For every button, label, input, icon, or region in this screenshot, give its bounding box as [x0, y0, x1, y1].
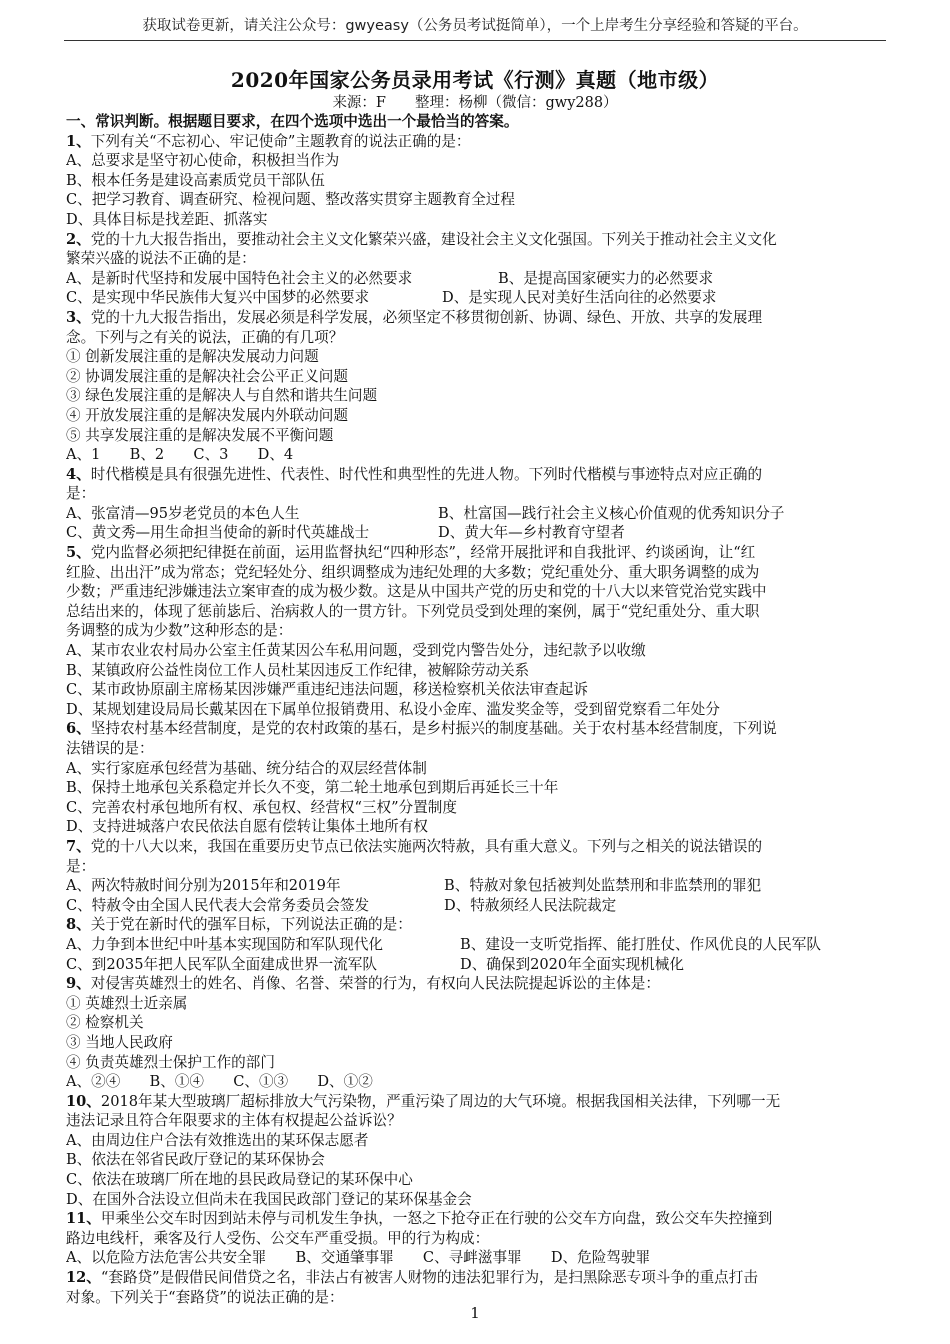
- question-text: 甲乘坐公交车时因到站未停与司机发生争执，一怒之下抢夺正在行驶的公交车方向盘，致公交车失控撞到: [100, 1210, 773, 1228]
- question-text: 违法记录且符合年限要求的主体有权提起公益诉讼？: [66, 1112, 402, 1130]
- option-b: B、某镇政府公益性岗位工作人员杜某因违反工作纪律，被解除劳动关系: [66, 661, 530, 679]
- question-text: 是：: [66, 857, 96, 875]
- question-3-stem: [66, 308, 886, 328]
- option-d: D、具体目标是找差距、抓落实: [66, 210, 268, 228]
- options-row: A、1 B、2 C、3 D、4: [66, 446, 294, 464]
- question-text: 红脸、出出汗”成为常态；党纪轻处分、组织调整成为违纪处理的大多数；党纪重处分、重大职务调整的成为: [66, 563, 760, 581]
- option-d: D、确保到2020年全面实现机械化: [460, 955, 684, 973]
- header-divider: [64, 40, 886, 41]
- option-b: B、特赦对象包括被判处监禁刑和非监禁刑的罪犯: [444, 877, 762, 895]
- options-row: [66, 955, 886, 975]
- options-row: A、②④ B、①④ C、①③ D、①②: [66, 1073, 373, 1091]
- option-b: B、杜富国—践行社会主义核心价值观的优秀知识分子: [438, 504, 785, 522]
- question-10-stem: [66, 1092, 886, 1112]
- option-d: D、支持进城落户农民依法自愿有偿转让集体土地所有权: [66, 818, 428, 836]
- option-a: A、实行家庭承包经营为基础、统分结合的双层经营体制: [66, 759, 427, 777]
- question-8-stem: [66, 915, 886, 935]
- option-d: D、某规划建设局局长戴某因在下属单位报销费用、私设小金库、滥发奖金等，受到留党察看二年处分: [66, 700, 720, 718]
- statement-item: ③ 当地人民政府: [66, 1033, 173, 1051]
- statement-item: ② 检察机关: [66, 1014, 144, 1032]
- page-header: 获取试卷更新，请关注公众号：gwyeasy（公务员考试挺简单），一个上岸考生分享经验和答疑的平台。: [142, 18, 808, 34]
- question-text: 党的十九大报告指出，要推动社会主义文化繁荣兴盛，建设社会主义文化强国。下列关于推动社会主义文化: [90, 230, 777, 248]
- question-text: 念。下列与之有关的说法，正确的有几项？: [66, 328, 344, 346]
- option-a: A、两次特赦时间分别为2015年和2019年: [66, 877, 341, 895]
- question-text: 繁荣兴盛的说法不正确的是：: [66, 250, 256, 268]
- question-text: 2018年某大型玻璃厂超标排放大气污染物，严重污染了周边的大气环境。根据我国相关法律，下列哪一无: [100, 1092, 781, 1110]
- question-text: 少数；严重违纪涉嫌违法立案审查的成为极少数。这是从中国共产党的历史和党的十八大以来管党治党实践中: [66, 583, 767, 601]
- option-c: C、是实现中华民族伟大复兴中国梦的必然要求: [66, 289, 370, 307]
- options-row: A、以危险方法危害公共安全罪 B、交通肇事罪 C、寻衅滋事罪 D、危险驾驶罪: [66, 1249, 651, 1267]
- question-text: 路边电线杆，乘客及行人受伤、公交车严重受损。甲的行为构成：: [66, 1229, 490, 1247]
- question-number: 7、: [66, 837, 91, 855]
- question-text: 关于党在新时代的强军目标，下列说法正确的是：: [90, 916, 412, 934]
- statement-item: ④ 负责英雄烈士保护工作的部门: [66, 1053, 275, 1071]
- question-12-stem: [66, 1268, 886, 1288]
- option-a: A、由周边住户合法有效推选出的某环保志愿者: [66, 1131, 369, 1149]
- statement-item: ① 英雄烈士近亲属: [66, 994, 188, 1012]
- options-row: [66, 523, 886, 543]
- question-number: 2、: [66, 230, 91, 248]
- question-text: 对象。下列关于“套路贷”的说法正确的是：: [66, 1288, 344, 1306]
- question-11-stem: [66, 1209, 886, 1229]
- question-text: 对侵害英雄烈士的姓名、肖像、名誉、荣誉的行为，有权向人民法院提起诉讼的主体是：: [90, 975, 660, 993]
- question-6-stem: [66, 719, 886, 739]
- question-number: 9、: [66, 975, 91, 993]
- question-number: 5、: [66, 544, 91, 562]
- option-a: A、是新时代坚持和发展中国特色社会主义的必然要求: [66, 269, 413, 287]
- statement-item: ⑤ 共享发展注重的是解决发展不平衡问题: [66, 426, 334, 444]
- options-row: [66, 269, 886, 289]
- option-c: C、把学习教育、调查研究、检视问题、整改落实贯穿主题教育全过程: [66, 191, 515, 209]
- question-4-stem: [66, 465, 886, 485]
- question-number: 12、: [66, 1269, 101, 1287]
- question-text: 法错误的是：: [66, 740, 154, 757]
- question-content: [66, 112, 886, 1307]
- statement-item: ① 创新发展注重的是解决发展动力问题: [66, 348, 319, 366]
- option-b: B、依法在邻省民政厅登记的某环保协会: [66, 1151, 325, 1169]
- question-number: 1、: [66, 132, 91, 150]
- option-a: A、力争到本世纪中叶基本实现国防和军队现代化: [66, 935, 384, 953]
- question-text: 时代楷模是具有很强先进性、代表性、时代性和典型性的先进人物。下列时代楷模与事迹特点对应正确的: [90, 465, 763, 483]
- option-a: A、张富清—95岁老党员的本色人生: [66, 504, 300, 522]
- option-c: C、到2035年把人民军队全面建成世界一流军队: [66, 955, 377, 973]
- question-number: 4、: [66, 465, 91, 483]
- option-d: D、是实现人民对美好生活向往的必然要求: [442, 289, 717, 307]
- statement-item: ② 协调发展注重的是解决社会公平正义问题: [66, 367, 348, 385]
- option-d: D、在国外合法设立但尚未在我国民政部门登记的某环保基金会: [66, 1190, 472, 1208]
- options-row: [66, 896, 886, 916]
- question-text: “套路贷”是假借民间借贷之名，非法占有被害人财物的违法犯罪行为，是扫黑除恶专项斗争的重点打击: [100, 1269, 758, 1287]
- options-row: [66, 288, 886, 308]
- question-text: 坚持农村基本经营制度，是党的农村政策的基石，是乡村振兴的制度基础。关于农村基本经营制度，下列说: [90, 720, 777, 738]
- page-number: 1: [470, 1304, 480, 1322]
- option-d: D、特赦须经人民法院裁定: [444, 896, 617, 914]
- option-d: D、黄大年—乡村教育守望者: [438, 524, 625, 542]
- question-1-stem: [66, 132, 886, 152]
- question-number: 11、: [66, 1210, 101, 1228]
- question-7-stem: [66, 837, 886, 857]
- document-title: 2020年国家公务员录用考试《行测》真题（地市级）: [230, 68, 720, 92]
- question-number: 8、: [66, 916, 91, 934]
- section-heading: 一、常识判断。根据题目要求，在四个选项中选出一个最恰当的答案。: [66, 113, 519, 130]
- option-c: C、某市政协原副主席杨某因涉嫌严重违纪违法问题，移送检察机关依法审查起诉: [66, 681, 588, 699]
- options-row: [66, 504, 886, 524]
- option-a: A、某市农业农村局办公室主任黄某因公车私用问题，受到党内警告处分，违纪款予以收缴: [66, 642, 646, 660]
- option-b: B、根本任务是建设高素质党员干部队伍: [66, 171, 325, 189]
- options-row: [66, 935, 886, 955]
- question-5-stem: [66, 543, 886, 563]
- question-text: 是：: [66, 485, 96, 503]
- source-line: 来源：F 整理：杨柳（微信：gwy288）: [332, 95, 618, 111]
- question-9-stem: [66, 974, 886, 994]
- option-c: C、依法在玻璃厂所在地的县民政局登记的某环保中心: [66, 1171, 413, 1189]
- statement-item: ④ 开放发展注重的是解决发展内外联动问题: [66, 406, 348, 424]
- question-text: 总结出来的，体现了惩前毖后、治病救人的一贯方针。下列党员受到处理的案例，属于“党纪重处分、重大职: [66, 602, 760, 620]
- option-c: C、特赦令由全国人民代表大会常务委员会签发: [66, 896, 370, 914]
- question-text: 务调整的成为少数”这种形态的是：: [66, 622, 293, 640]
- option-c: C、黄文秀—用生命担当使命的新时代英雄战士: [66, 524, 370, 542]
- question-2-stem: [66, 230, 886, 250]
- option-b: B、建设一支听党指挥、能打胜仗、作风优良的人民军队: [460, 935, 821, 953]
- option-b: B、是提高国家硬实力的必然要求: [498, 269, 714, 287]
- question-number: 3、: [66, 308, 91, 326]
- question-text: 党内监督必须把纪律挺在前面，运用监督执纪“四种形态”，经常开展批评和自我批评、约谈函询，让“红: [90, 544, 756, 562]
- options-row: [66, 876, 886, 896]
- question-text: 下列有关“不忘初心、牢记使命”主题教育的说法正确的是：: [90, 132, 471, 150]
- question-text: 党的十八大以来，我国在重要历史节点已依法实施两次特赦，具有重大意义。下列与之相关的说法错误的: [90, 837, 763, 855]
- question-text: 党的十九大报告指出，发展必须是科学发展，必须坚定不移贯彻创新、协调、绿色、开放、共享的发展理: [90, 308, 763, 326]
- statement-item: ③ 绿色发展注重的是解决人与自然和谐共生问题: [66, 387, 378, 405]
- option-b: B、保持土地承包关系稳定并长久不变，第二轮土地承包到期后再延长三十年: [66, 779, 559, 797]
- question-number: 10、: [66, 1092, 101, 1110]
- question-number: 6、: [66, 720, 91, 738]
- option-a: A、总要求是坚守初心使命，积极担当作为: [66, 152, 340, 170]
- option-c: C、完善农村承包地所有权、承包权、经营权“三权”分置制度: [66, 798, 457, 816]
